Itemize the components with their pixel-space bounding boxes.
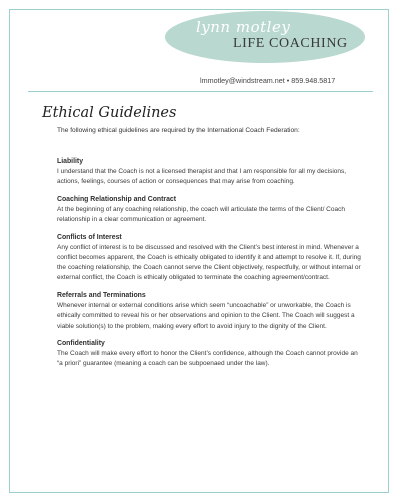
header-divider [28,91,373,92]
section-body: I understand that the Coach is not a licensed therapist and that I am responsible for all my decisions, actions, feelings, courses of action or consequences that may arise from coaching. [57,168,347,186]
document-title: Ethical Guidelines [42,105,177,121]
guidelines-content [57,157,362,377]
section-coaching-relationship [57,195,362,225]
section-liability [57,157,362,187]
contact-info: lmmotley@windstream.net • 859.948.5817 [200,76,336,85]
section-heading: Coaching Relationship and Contract [57,195,177,203]
section-heading: Referrals and Terminations [57,292,146,300]
section-body: At the beginning of any coaching relationship, the coach will articulate the terms of the Client/ Coach relationship in a clear communication or agreement. [57,205,345,224]
section-confidentiality [57,339,362,369]
section-body: Any conflict of interest is to be discussed and resolved with the Client’s best interest in mind. Whenever a conflict becomes apparent, the Coach is ethically obligated to identify it and attempt to resolve it. If, during the coaching relationship, the Coach cannot serve the Client objectively, respectfully, or without internal or external conflict, the Coach is ethically obligated to terminate the coaching agreement/contract. [57,243,361,282]
section-heading: Conflicts of Interest [57,233,122,241]
section-heading: Liability [57,158,84,165]
section-heading: Confidentiality [57,340,105,348]
logo-script-name: lynn motley [196,18,291,36]
section-body: Whenever internal or external conditions arise which seem “uncoachable” or unworkable, the Coach is ethically committed to reveal his or her observations and opinion to the Client. The Coach will suggest a viable solution(s) to the problem, making every effort to avoid injury to the dignity of the Client. [57,302,355,330]
intro-text: The following ethical guidelines are required by the International Coach Federation: [57,127,300,134]
logo-business-name: LIFE COACHING [233,36,348,51]
section-referrals-terminations [57,291,362,332]
section-conflicts-of-interest [57,233,362,284]
section-body: The Coach will make every effort to honor the Client’s confidence, although the Coach cannot provide an “a priori” guarantee (meaning a coach can be subpoenaed under the law). [57,350,358,368]
